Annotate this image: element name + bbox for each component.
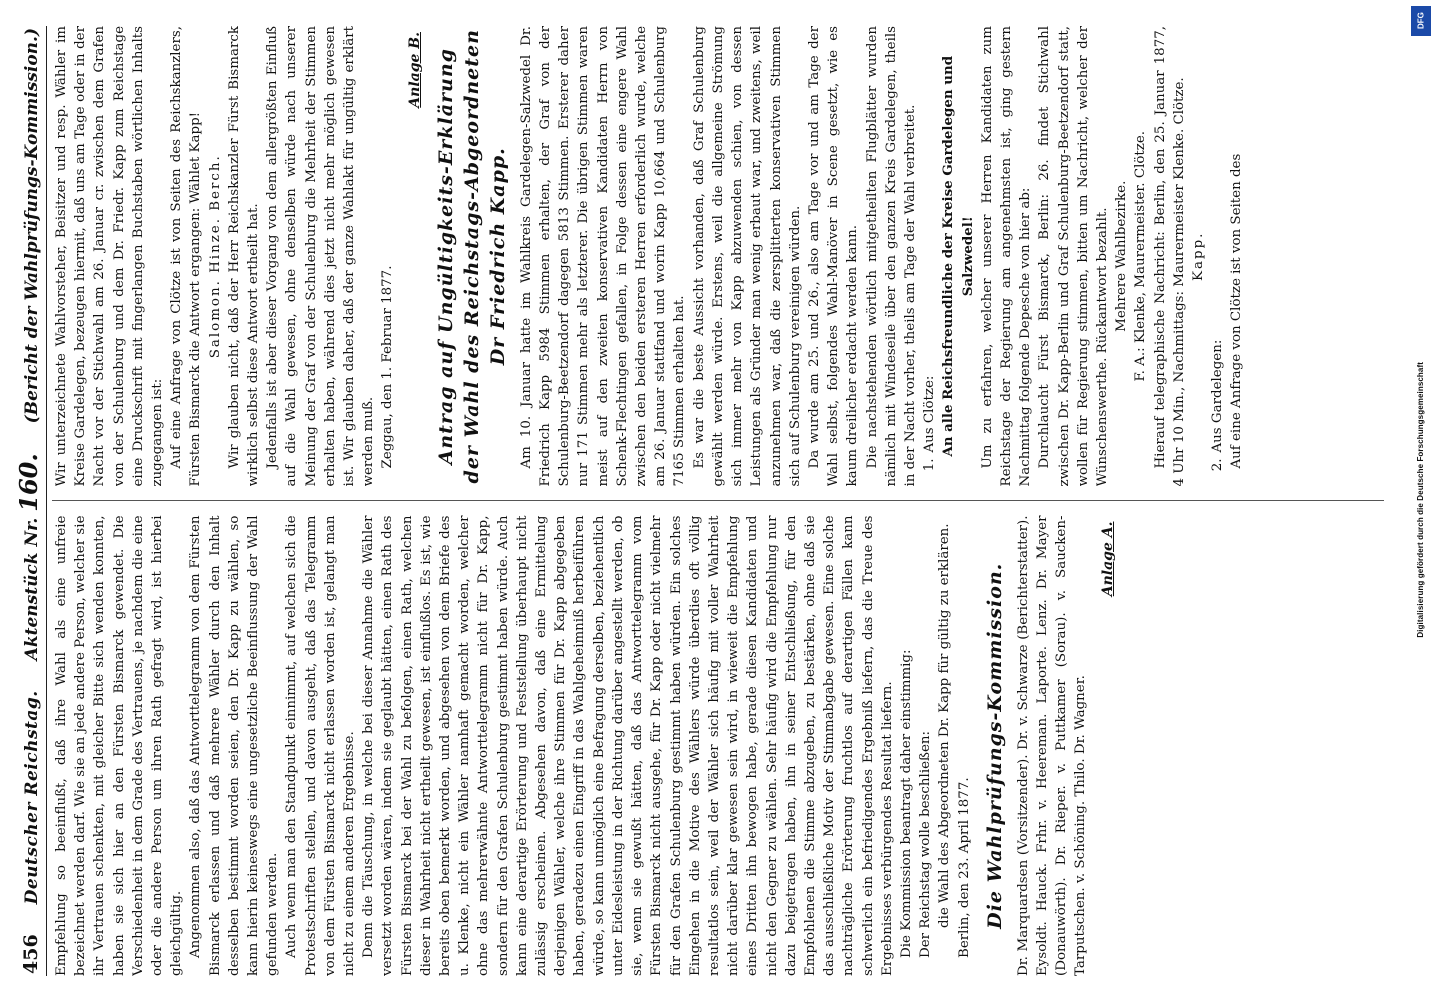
digitization-note-text: Digitalisierung gefördert durch die Deutsche Forschungsgemeinschaft (1415, 362, 1425, 638)
document-number-value: 160. (14, 453, 43, 512)
paragraph: Es war die beste Aussicht vorhanden, daß Graf Schulenburg gewählt werden würde. Erstens, weil die allgemeine Strömung sich immer mehr von Kapp abzuwenden schien, von dessen Leistungen als Gründer man wenig erbaut war, und zweitens, weil anzunehmen war, daß die zersplitterten konservativen Stimmen sich auf Schulenburg vereinigen würden. (691, 26, 803, 487)
paragraph: Denn die Täuschung, in welche bei dieser Annahme die Wähler versetzt worden wären, indem sie geglaubt hätten, einen Rath des Fürsten Bismarck bei der Wahl zu befolgen, einen Rath, welchen dieser in Wahrheit nicht ertheilt gewesen, ist einflußlos. Es ist, wie bereits oben bemerkt worden, und abgesehen von dem Briefe des u. Klenke, nicht ein Wähler namhaft gemacht worden, welcher ohne das mehrerwähnte Antworttelegramm nicht für Dr. Kapp, sondern für den Grafen Schulenburg gestimmt haben würde. Auch kann eine derartige Erörterung und Feststellung überhaupt nicht zulässig erscheinen. Abgesehen davon, daß eine Ermittelung derjenigen Wähler, welche ihre Stimmen für Dr. Kapp abgegeben haben, geradezu einen Eingriff in das Wahlgeheimniß herbeiführen würde, so kann unmöglich eine Befragung derselben, beziehentlich unter Eidesleistung in der Richtung darüber angestellt werden, ob sie, wenn sie gewußt hätten, daß das Antworttelegramm vom Fürsten Bismarck nicht ausgehe, für Dr. Kapp oder nicht vielmehr für den Grafen Schulenburg gestimmt haben würden. Ein solches Eingehen in die Motive des Wählers würde überdies oft völlig resultatlos sein, weil der Wähler sich häufig mit voller Wahrheit nicht darüber klar gewesen sein wird, in wieweit die Empfehlung eines Dritten ihn bewogen habe, gerade diesen Kandidaten und nicht den Gegner zu wählen. Sehr häufig wird die Empfehlung nur dazu beigetragen haben, ihn in seiner Entschließung, für den Empfohlenen die Stimme abzugeben, zu bestärken, ohne daß sie das ausschließliche Motiv der Stimmabgabe gewesen. Eine solche nachträgliche Erörterung fruchtlos auf derartigen Fällen kann schwerlich ein befriedigendes Ergebniß liefern, das die Treue des Ergebnisses verbürgendes Resultat liefern. (361, 515, 895, 976)
running-head-right: (Bericht der Wahlprüfungs-Kommission.) (22, 28, 42, 424)
paragraph: Durchlaucht Fürst Bismarck, Berlin: 26. findet Stichwahl zwischen Dr. Kapp-Berlin und Graf Schulenburg-Beetzendorf statt, wollen für Regierung stimmen, bitten um Nachricht, welcher der Wünschenswerthe. Rückantwort bezahlt. (1037, 26, 1110, 487)
paragraph: Auch wenn man den Standpunkt einnimmt, auf welchen sich die Protestschriften stellen, und davon ausgeht, daß das Telegramm von dem Fürsten Bismarck nicht erlassen worden ist, gelangt man nicht zu einem anderen Ergebnisse. (284, 515, 358, 976)
paragraph: Hierauf telegraphische Nachricht: Berlin, den 25. Januar 1877, 4 Uhr 10 Min., Nachmittags: Maurermeister Klenke. Clötze. (1152, 26, 1187, 487)
list-number: 1. (922, 458, 938, 472)
list-heading: Aus Gardelegen: (1210, 339, 1226, 453)
commission-members: Dr. Marquardsen (Vorsitzender). Dr. v. Schwarze (Berichterstatter). Eysoldt. Hauck. Frhr. v. Heereman. Laporte. Lenz. Dr. Mayer (Donauwörth). Dr. Rieper. v. Puttkamer (Sorau). v. Saucken-Tarputschen. v. Schöning. Thilo. Dr. Wagner. (1015, 515, 1089, 976)
list-item (1208, 26, 1227, 487)
list-heading: Aus Clötze: (922, 375, 938, 453)
column-right (52, 26, 1384, 487)
place-date: Zeggau, den 1. Februar 1877. (380, 265, 396, 469)
commission-title: Die Wahlprüfungs-Kommission. (983, 562, 1006, 929)
paragraph: Jedenfalls ist aber dieser Vorgang von dem allergrößten Einfluß auf die Wahl gewesen, ohne denselben würde nach unserer Meinung der Graf von der Schulenburg die Mehrheit der Stimmen erhalten haben, während dies jetzt nicht mehr möglich gewesen ist. Wir glauben daher, daß der ganze Wahlakt für ungültig erklärt werden muß. (265, 26, 377, 487)
document-number (14, 453, 43, 660)
paragraph: Mehrere Wahlbezirke. (1114, 180, 1130, 332)
paragraph: Angenommen also, daß das Antworttelegramm von dem Fürsten Bismarck erlassen und daß mehrere Wähler durch den Inhalt desselben bestimmt worden seien, den Dr. Kapp zu wählen, so kann hierin keineswegs eine ungesetzliche Beeinflussung der Wahl gefunden werden. (188, 515, 281, 976)
page-number: 456 (20, 934, 42, 974)
running-head-left: Deutscher Reichstag. (22, 690, 42, 905)
paragraph: Empfehlung so beeinflußt, daß ihre Wahl als eine unfreie bezeichnet werden darf. Wie sie an jede andere Person, welcher sie ihr Vertrauen schenkten, mit gleicher Bitte sich wenden konnten, haben sie sich hier an den Fürsten Bismarck gewendet. Die Verschiedenheit in dem Grade des Vertrauens, je nachdem die eine oder die andere Person um ihren Rath gefragt wird, ist hierbei gleichgültig. (54, 515, 185, 976)
paragraph: Wir glauben nicht, daß der Herr Reichskanzler Fürst Bismarck wirklich selbst diese Antwort ertheilt hat. (226, 26, 262, 487)
paragraph: Wir unterzeichnete Wahlvorsteher, Beisitzer und resp. Wähler im Kreise Gardelegen, bezeugen hiermit, daß uns am Tage oder in der Nacht vor der Stichwahl am 26. Januar cr. zwischen dem Grafen von der Schulenburg und dem Dr. Friedr. Kapp zum Reichstage eine Druckschrift mit fingerlangen Buchstaben wörtlichen Inhalts zugegangen ist: (54, 26, 166, 487)
paragraph: Auf eine Anfrage von Clötze ist von Seiten des Reichskanzlers, Fürsten Bismarck die Antwort ergangen: Wählet Kapp! (169, 26, 204, 487)
list-number: 2. (1210, 458, 1226, 472)
paragraph: Da wurde am 25. und 26., also am Tage vor und am Tage der Wahl selbst, folgendes Wahl-Manöver in Scene gesetzt, wie es kaum dreilicher erdacht werden kann. (806, 26, 861, 487)
paragraph: Um zu erfahren, welcher unserer Herren Kandidaten zum Reichstage der Regierung am angenehmsten ist, ging gestern Nachmittag folgende Depesche von hier ab: (979, 26, 1034, 487)
text-columns (52, 26, 1384, 976)
paragraph: Die Kommission beantragt daher einstimmig: (898, 649, 914, 958)
dfg-logo: DFG (1411, 6, 1431, 36)
page-content (14, 26, 1384, 976)
paragraph: Kapp. (1190, 231, 1206, 281)
paragraph: die Wahl des Abgeordneten Dr. Kapp für gültig zu erklären. (937, 523, 953, 928)
paragraph: Der Reichstag wolle beschließen: (918, 730, 934, 958)
document-number-prefix: Aktenstück Nr. (22, 517, 42, 661)
paragraph: Auf eine Anfrage von Clötze ist von Seiten des (1229, 153, 1245, 469)
annex-b-heading: Antrag auf Ungültigkeits-Erklärung der Wahl des Reichstags-Abgeordneten Dr Friedrich Kapp. (434, 29, 509, 484)
annex-a-label: Anlage A. (1099, 521, 1116, 597)
paragraph: F. A.: Klenke, Maurermeister. Clötze. (1133, 130, 1149, 382)
list-item (920, 26, 939, 487)
signatories: Salomon. Hinze. Berch. (207, 154, 223, 359)
flyer-line: An alle Reichsfreundliche der Kreise Gardelegen und Salzwedel! (940, 55, 976, 457)
paragraph: Die nachstehenden wörtlich mitgetheilten Flugblätter wurden nämlich mit Windeseile über den ganzen Kreis Gardelegen, theils in der Nacht vorher, theils am Tage der Wahl verbreitet. (864, 26, 918, 487)
running-head (14, 26, 47, 976)
dateline: Berlin, den 23. April 1877. (956, 777, 972, 958)
digitization-note (1408, 0, 1432, 1000)
column-left (52, 516, 1384, 977)
column-divider (52, 501, 1384, 502)
paragraph: Am 10. Januar hatte im Wahlkreis Gardelegen-Salzwedel Dr. Friedrich Kapp 5984 Stimmen erhalten, der Graf von der Schulenburg-Beetzendorf dagegen 5813 Stimmen. Ersterer daher nur 171 Stimmen mehr als letzterer. Die übrigen Stimmen waren meist auf den zweiten konservativen Kandidaten Herrn von Schenk-Flechtingen gefallen, in Folge dessen eine engere Wahl zwischen den beiden ersteren Herren erforderlich wurde, welche am 26. Januar stattfand und worin Kapp 10,664 und Schulenburg 7165 Stimmen erhalten hat. (518, 26, 688, 487)
annex-b-label: Anlage B. (406, 32, 423, 108)
